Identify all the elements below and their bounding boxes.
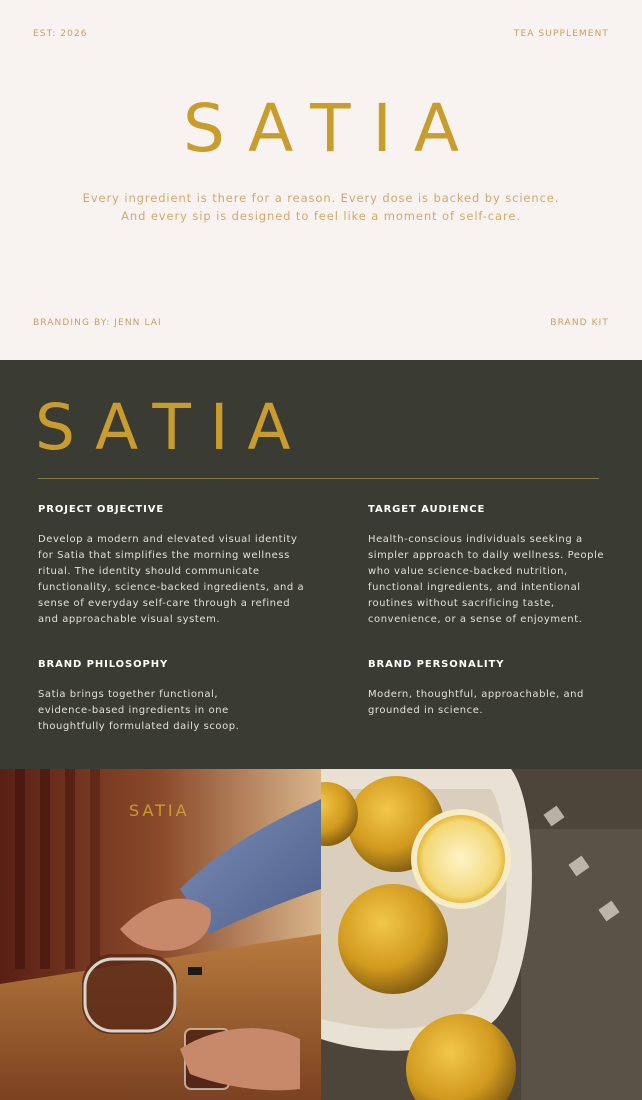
project-objective-heading: PROJECT OBJECTIVE xyxy=(38,504,165,515)
target-audience-block xyxy=(368,504,616,628)
brand-personality-block xyxy=(368,659,608,719)
target-audience-text: Health-conscious individuals seeking a simpler approach to daily wellness. People who value science-backed nutrition, functional ingredients, and intentional routines without sacrificing taste, convenience, or a sense of enjoyment. xyxy=(368,534,605,625)
divider xyxy=(38,478,599,479)
tea-pouring-photo xyxy=(0,769,321,1100)
hero-logo-wordmark: SATIA xyxy=(182,90,482,167)
tagline xyxy=(0,189,642,225)
brand-philosophy-heading: BRAND PHILOSOPHY xyxy=(38,659,169,670)
overview-logo-wordmark: SATIA xyxy=(35,391,310,464)
branding-credit: BRANDING BY: JENN LAI xyxy=(33,318,162,328)
target-audience-heading: TARGET AUDIENCE xyxy=(368,504,486,515)
category-label: TEA SUPPLEMENT xyxy=(513,29,609,39)
lemons-bowl-illustration xyxy=(321,769,642,1100)
hero-section xyxy=(0,0,642,360)
brand-philosophy-block xyxy=(38,659,268,735)
overview-section xyxy=(0,360,642,769)
tagline-line-2: And every sip is designed to feel like a moment of self-care. xyxy=(121,209,521,223)
photo-logo-wordmark: SATIA xyxy=(129,801,190,820)
tagline-line-1: Every ingredient is there for a reason. Every dose is backed by science. xyxy=(82,191,560,205)
brand-kit-label: BRAND KIT xyxy=(550,318,609,328)
established-label: EST: 2026 xyxy=(33,29,88,39)
brand-personality-heading: BRAND PERSONALITY xyxy=(368,659,505,670)
project-objective-text: Develop a modern and elevated visual identity for Satia that simplifies the morning wellness ritual. The identity should communicate functionality, science-backed ingredients, and a sense of everyday self-care through a refined and approachable visual system. xyxy=(38,534,305,625)
lemons-photo xyxy=(321,769,642,1100)
brand-philosophy-text: Satia brings together functional, evidence-based ingredients in one thoughtfully formulated daily scoop. xyxy=(38,689,240,732)
brand-personality-text: Modern, thoughtful, approachable, and grounded in science. xyxy=(368,689,584,716)
project-objective-block xyxy=(38,504,308,628)
